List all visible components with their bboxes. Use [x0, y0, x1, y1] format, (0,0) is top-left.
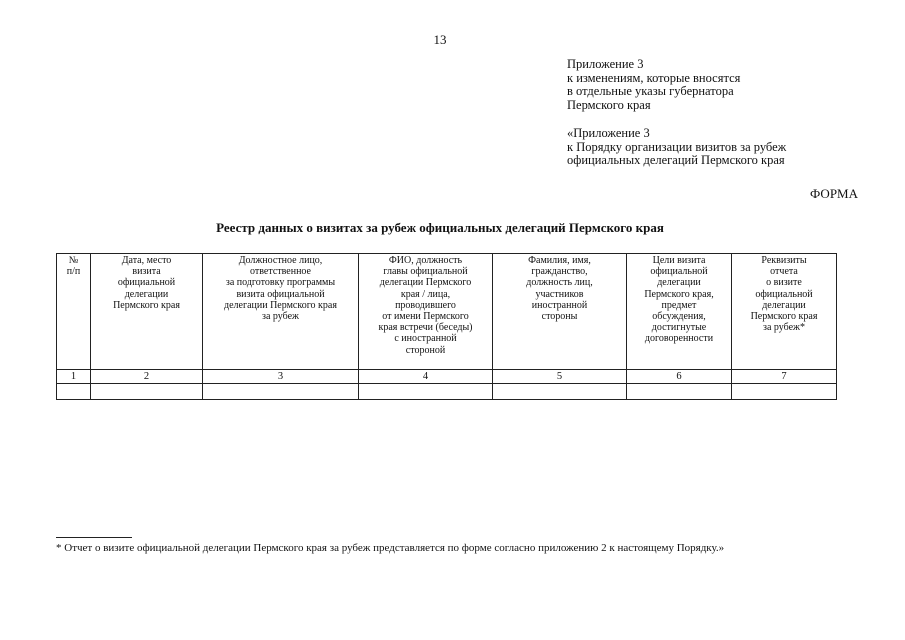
appendix-header-line: Приложение 3 [567, 57, 644, 71]
registry-table [56, 253, 837, 400]
appendix-header-line: в отдельные указы губернатора [567, 84, 734, 98]
column-number: 1 [57, 370, 91, 384]
column-number: 6 [627, 370, 732, 384]
header-cell: Реквизиты отчета о визите официальной делегации Пермского края за рубеж* [732, 254, 837, 370]
header-cell: Фамилия, имя, гражданство, должность лиц, участников иностранной стороны [493, 254, 627, 370]
page-number: 13 [433, 32, 447, 47]
procedure-appendix-line: к Порядку организации визитов за рубеж [567, 139, 787, 154]
table-header-row [57, 254, 837, 370]
empty-cell [627, 384, 732, 400]
procedure-appendix-line: «Приложение 3 [567, 126, 650, 140]
header-cell: ФИО, должность главы официальной делегации Пермского края / лица, проводившего от имени Пермского края встречи (беседы) с иностранной стороной [359, 254, 493, 370]
appendix-header [567, 58, 740, 112]
column-number: 4 [359, 370, 493, 384]
footnote-divider [56, 537, 132, 538]
header-cell: № п/п [57, 254, 91, 370]
procedure-appendix-line: официальных делегаций Пермского края [567, 153, 785, 167]
empty-cell [203, 384, 359, 400]
empty-cell [732, 384, 837, 400]
empty-cell [359, 384, 493, 400]
header-cell: Дата, место визита официальной делегации Пермского края [91, 254, 203, 370]
column-number-row [57, 370, 837, 384]
column-number: 2 [91, 370, 203, 384]
form-label: ФОРМА [810, 186, 858, 201]
header-cell: Цели визита официальной делегации Пермского края, предмет обсуждения, достигнутые договоренности [627, 254, 732, 370]
procedure-appendix-header [567, 127, 786, 168]
column-number: 5 [493, 370, 627, 384]
column-number: 7 [732, 370, 837, 384]
document-title: Реестр данных о визитах за рубеж официальных делегаций Пермского края [216, 220, 664, 235]
column-number: 3 [203, 370, 359, 384]
appendix-header-line: к изменениям, которые вносятся [567, 70, 741, 85]
footnote: * Отчет о визите официальной делегации Пермского края за рубеж представляется по форме согласно приложению 2 к настоящему Порядку.» [56, 542, 725, 554]
header-cell: Должностное лицо, ответственное за подготовку программы визита официальной делегации Пермского края за рубеж [203, 254, 359, 370]
empty-cell [91, 384, 203, 400]
table-row [57, 384, 837, 400]
empty-cell [493, 384, 627, 400]
appendix-header-line: Пермского края [567, 97, 651, 112]
empty-cell [57, 384, 91, 400]
